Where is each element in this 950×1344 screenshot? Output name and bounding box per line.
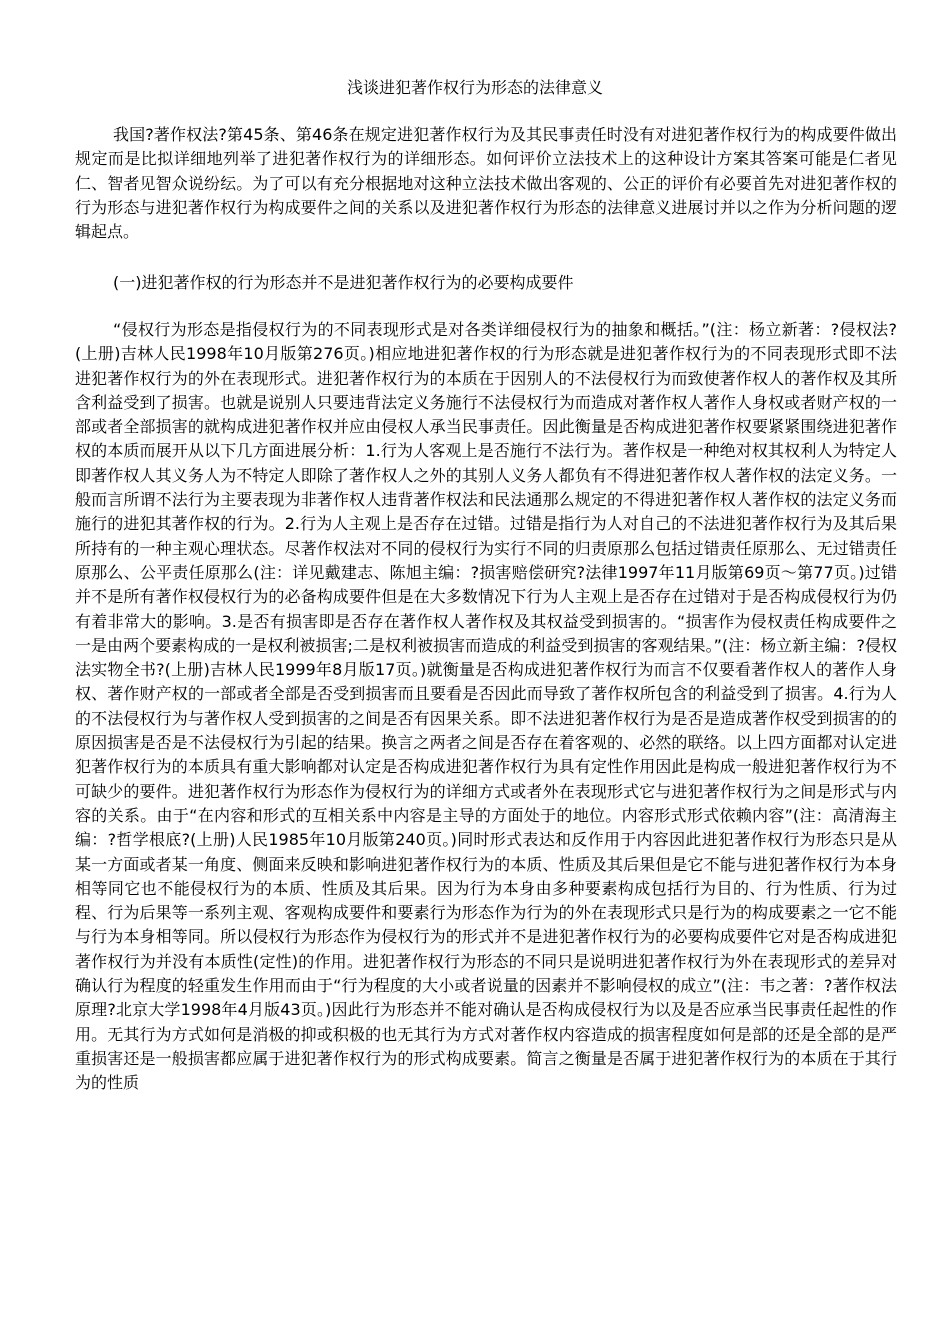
paragraph-body: “侵权行为形态是指侵权行为的不同表现形式是对各类详细侵权行为的抽象和概括。”(注：杨立新著：?侵权法?(上册)吉林人民1998年10月版第276页。)相应地进犯著作权的行为形态就是进犯著作权行为的不同表现形式即不法进犯著作权行为的外在表现形式。进犯著作权行为的本质在于因别人的不法侵权行为而致使著作权人的著作权及其所含利益受到了损害。也就是说别人只要违背法定义务施行不法侵权行为而造成对著作权人著作人身权或者财产权的一部或者全部损害的就构成进犯著作权并应由侵权人承当民事责任。因此衡量是否构成进犯著作权要紧紧围绕进犯著作权的本质而展开从以下几方面进展分析：1.行为人客观上是否施行不法行为。著作权是一种绝对权其权利人为特定人即著作权人其义务人为不特定人即除了著作权人之外的其别人义务人都负有不得进犯著作权人著作权的法定义务。一般而言所谓不法行为主要表现为非著作权人违背著作权法和民法通那么规定的不得进犯著作权人著作权的法定义务而施行的进犯其著作权的行为。2.行为人主观上是否存在过错。过错是指行为人对自己的不法进犯著作权行为及其后果所持有的一种主观心理状态。尽著作权法对不同的侵权行为实行不同的归责原那么包括过错责任原那么、无过错责任原那么、公平责任原那么(注：详见戴建志、陈旭主编：?损害赔偿研究?法律1997年11月版第69页～第77页。)过错并不是所有著作权侵权行为的必备构成要件但是在大多数情况下行为人主观上是否存在过错对于是否构成侵权行为仍有着非常大的影响。3.是否有损害即是否存在著作权人著作权及其权益受到损害的。“损害作为侵权责任构成要件之一是由两个要素构成的一是权利被损害;二是权利被损害而造成的利益受到损害的客观结果。”(注：杨立新主编：?侵权法实物全书?(上册)吉林人民1999年8月版17页。)就衡量是否构成进犯著作权行为而言不仅要看著作权人的著作人身权、著作财产权的一部或者全部是否受到损害而且要看是否因此而导致了著作权所包含的利益受到了损害。4.行为人的不法侵权行为与著作权人受到损害的之间是否有因果关系。即不法进犯著作权行为是否是造成著作权受到损害的的原因损害是否是不法侵权行为引起的结果。换言之两者之间是否存在着客观的、必然的联络。以上四方面都对认定进犯著作权行为的本质具有重大影响都对认定是否构成进犯著作权行为具有定性作用因此是构成一般进犯著作权行为不可缺少的要件。进犯著作权行为形态作为侵权行为的详细方式或者外在表现形式它与进犯著作权行为之间是形式与内容的关系。由于“在内容和形式的互相关系中内容是主导的方面处于的地位。内容形式形式依赖内容”(注：高清海主编：?哲学根底?(上册)人民1985年10月版第240页。)同时形式表达和反作用于内容因此进犯著作权行为形态只是从某一方面或者某一角度、侧面来反映和影响进犯著作权行为的本质、性质及其后果但是它不能与进犯著作权行为本身相等同它也不能侵权行为的本质、性质及其后果。因为行为本身由多种要素构成包括行为目的、行为性质、行为过程、行为后果等一系列主观、客观构成要件和要素行为形态作为行为的外在表现形式只是行为的构成要素之一它不能与行为本身相等同。所以侵权行为形态作为侵权行为的形式并不是进犯著作权行为的必要构成要件它对是否构成进犯著作权行为并没有本质性(定性)的作用。进犯著作权行为形态的不同只是说明进犯著作权行为外在表现形式的差异对确认行为程度的轻重发生作用而由于“行为程度的大小或者说量的因素并不影响侵权的成立”(注：韦之著：?著作权法原理?北京大学1998年4月版43页。)因此行为形态并不能对确认是否构成侵权行为以及是否应承当民事责任起性的作用。无其行为方式如何是消极的抑或积极的也无其行为方式对著作权内容造成的损害程度如何是部的还是全部的是严重损害还是一般损害都应属于进犯著作权行为的形式构成要素。简言之衡量是否属于进犯著作权行为的本质在于其行为的性质 [75, 320, 897, 1093]
paragraph-intro: 我国?著作权法?第45条、第46条在规定进犯著作权行为及其民事责任时没有对进犯著作权行为的构成要件做出规定而是比拟详细地列举了进犯著作权行为的详细形态。如何评价立法技术上的这种设计方案其答案可能是仁者见仁、智者见智众说纷纭。为了可以有充分根据地对这种立法技术做出客观的、公正的评价有必要首先对进犯著作权的行为形态与进犯著作权行为构成要件之间的关系以及进犯著作权行为形态的法律意义进展讨并以之作为分析问题的逻辑起点。 [75, 125, 897, 242]
section-heading: (一)进犯著作权的行为形态并不是进犯著作权行为的必要构成要件 [113, 273, 574, 292]
document-title: 浅谈进犯著作权行为形态的法律意义 [346, 78, 603, 97]
